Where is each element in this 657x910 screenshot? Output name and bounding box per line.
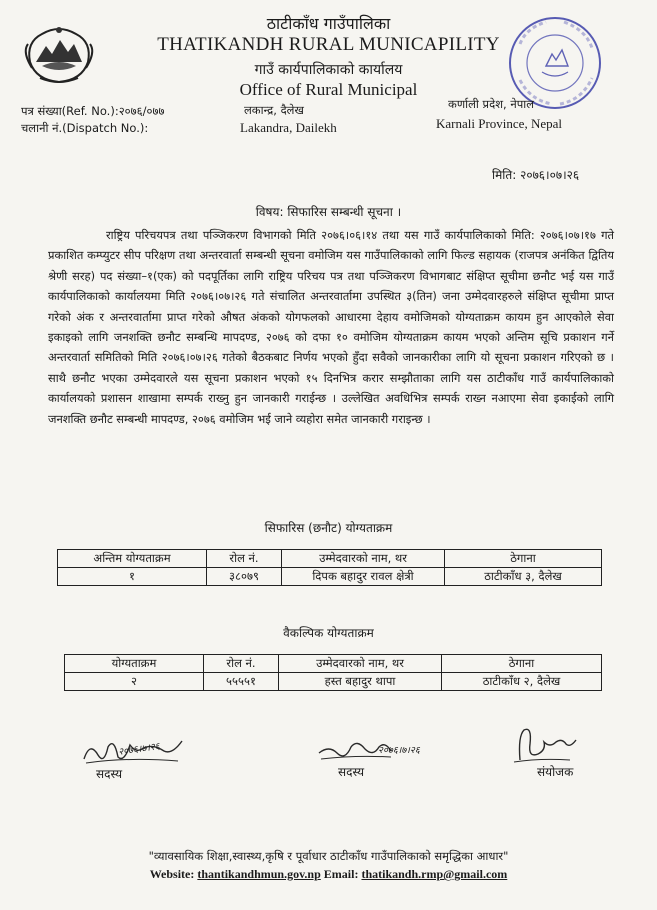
dispatch-label: चलानी नं.(Dispatch No.): xyxy=(21,121,149,135)
cell-roll: ५५५५१ xyxy=(204,673,279,691)
member-1-date: २०७६।७।२६ xyxy=(117,741,161,758)
col-rank: योग्यताक्रम xyxy=(65,655,204,673)
subject-line: विषय: सिफारिस सम्बन्धी सूचना । xyxy=(255,205,402,219)
municipality-name-en: THATIKANDH RURAL MUNICAPILITY xyxy=(157,34,500,55)
table-row xyxy=(58,568,602,586)
office-name-np: गाउँ कार्यपालिकाको कार्यालय xyxy=(254,62,403,78)
col-address: ठेगाना xyxy=(445,550,602,568)
col-roll-no: रोल नं. xyxy=(204,655,279,673)
col-address: ठेगाना xyxy=(442,655,602,673)
member-1-label: सदस्य xyxy=(96,767,123,781)
cell-address: ठाटीकाँध ३, दैलेख xyxy=(445,568,602,586)
notice-body xyxy=(48,225,614,429)
footer-contact xyxy=(0,867,657,882)
website-link[interactable]: thantikandhmun.gov.np xyxy=(197,867,321,881)
cell-name: हस्त बहादुर थापा xyxy=(279,673,442,691)
col-candidate-name: उम्मेदवारको नाम, थर xyxy=(279,655,442,673)
website-label: Website: xyxy=(149,867,195,881)
notice-paragraph: राष्ट्रिय परिचयपत्र तथा पञ्जिकरण विभागको मिति २०७६।०६।१४ तथा यस गाउँ कार्यपालिकाको मिति: २०७६।०७।१७ गते प्रकाशित कम्प्युटर सीप परिक्षण तथा अन्तरवार्ता सम्बन्धी सूचना वमोजिम यस गाउँपालिकाको लागि फिल्ड सहायक (राजपत्र अनंकित द्वितिय श्रेणी सरह) पद संख्या–१(एक) को पदपूर्तिका लागि राष्ट्रिय परिचय पत्र तथा पञ्जिकरण विभागबाट संक्षिप्त सूचीमा छनौट भई यस गाउँ कार्यपालिकाको कार्यालयमा मिति २०७६।०७।२६ गते संचालित अन्तरवार्तामा उपस्थित ३(तिन) जना उम्मेदवारहरुले संक्षिप्त सूचीमा प्राप्त गरेको अंक र अन्तरवार्तामा प्राप्त गरेको औषत अंकको योगफलको आधारमा देहाय वमोजिमको योग्यताक्रम कायम हुन आएकोले सेवा इकाइको लागि जनशक्ति छनौट सम्बन्धि मापदण्ड, २०७६ को दफा १० वमोजिम योग्यताक्रम कायम भएको अन्तिम सूचि प्रकाशन गर्ने अन्तरवार्ता समितिको मिति २०७६।०७।२६ गतेको बैठकबाट निर्णय भएको हुँदा सवैको जानकारीका लागि यो सूचना प्रकाशन गरिएको छ । साथै छनौट भएका उम्मेदवारले यस सूचना प्रकाशन भएको १५ दिनभित्र करार सम्झौताका लागि यस ठाटीकाँध गाउँ कार्यपालिकाको कार्यालयको प्रशासन शाखामा सम्पर्क राख्नु हुन जानकारी गराईन्छ । उल्लेखित अवधिभित्र सम्पर्क राख्न नआएमा सेवा इकाईको लागि जनशक्ति छनौट सम्बन्धी मापदण्ड, २०७६ वमोजिम भई जाने व्यहोरा समेत जानकारी गराइन्छ । xyxy=(48,228,614,426)
cell-rank: २ xyxy=(65,673,204,691)
member-2-date: २०७६।७।२६ xyxy=(378,745,420,756)
cell-name: दिपक बहादुर रावल क्षेत्री xyxy=(282,568,445,586)
col-roll-no: रोल नं. xyxy=(207,550,282,568)
email-link[interactable]: thatikandh.rmp@gmail.com xyxy=(361,867,508,881)
recommended-list-title: सिफारिस (छनौट) योग्यताक्रम xyxy=(264,521,393,535)
footer-motto: "व्यावसायिक शिक्षा,स्वास्थ्य,कृषि र पूर्वाधार ठाटीकाँध गाउँपालिकाको समृद्धिका आधार" xyxy=(148,849,509,863)
col-candidate-name: उम्मेदवारको नाम, थर xyxy=(282,550,445,568)
cell-roll: ३८०७९ xyxy=(207,568,282,586)
email-label: Email: xyxy=(323,867,359,881)
recommended-table xyxy=(57,549,602,586)
signature-coordinator xyxy=(510,724,580,768)
alternate-list-title: वैकल्पिक योग्यताक्रम xyxy=(283,626,374,640)
province-np: कर्णाली प्रदेश, नेपाल xyxy=(448,97,535,111)
province-en: Karnali Province, Nepal xyxy=(436,116,562,131)
alternate-table xyxy=(64,654,602,691)
cell-rank: १ xyxy=(58,568,207,586)
table-row xyxy=(65,673,602,691)
office-name-en: Office of Rural Municipal xyxy=(239,80,418,99)
col-final-rank: अन्तिम योग्यताक्रम xyxy=(58,550,207,568)
issue-date: मिति: २०७६।०७।२६ xyxy=(492,168,580,182)
member-2-label: सदस्य xyxy=(338,765,365,779)
municipality-name-np: ठाटीकाँध गाउँपालिका xyxy=(266,14,391,33)
table-header-row xyxy=(65,655,602,673)
ref-label: पत्र संख्या(Ref. No.): xyxy=(21,104,119,118)
table-header-row xyxy=(58,550,602,568)
location-en: Lakandra, Dailekh xyxy=(240,120,337,135)
ref-value: २०७६/०७७ xyxy=(118,104,165,118)
cell-address: ठाटीकाँध २, दैलेख xyxy=(442,673,602,691)
ref-number-row xyxy=(21,104,164,119)
coordinator-label: संयोजक xyxy=(537,765,574,779)
location-np: लकान्द्र, दैलेख xyxy=(244,103,304,117)
